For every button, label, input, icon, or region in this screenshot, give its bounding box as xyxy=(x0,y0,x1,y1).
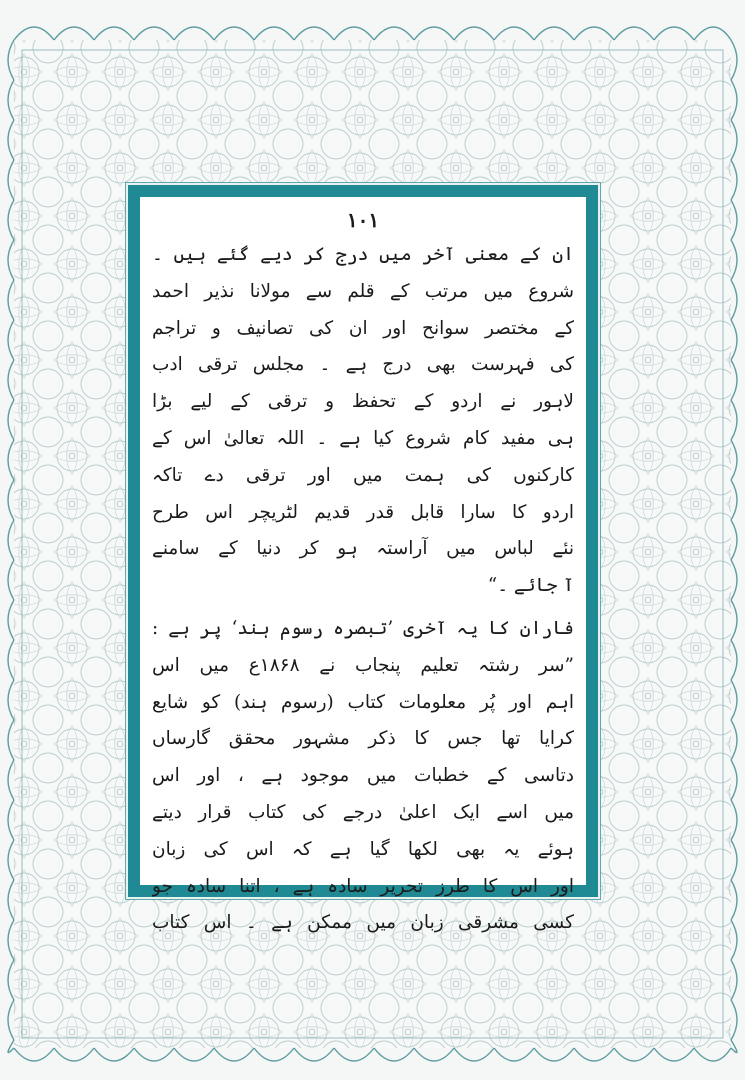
text-line: کے مختصر سوانح اور ان کی تصانیف و تراجم xyxy=(152,317,574,339)
text-line: اور اس کا طرز تحریر سادہ ہے ، اتنا سادہ جو xyxy=(152,875,574,897)
text-line: کی فہرست بھی درج ہے ۔ مجلس ترقی ادب xyxy=(152,354,574,376)
text-line: کسی مشرقی زبان میں ممکن ہے ۔ اس کتاب xyxy=(152,912,574,934)
text-line: نئے لباس میں آراستہ ہو کر دنیا کے سامنے xyxy=(152,538,574,560)
text-line: ”سر رشتہ تعلیم پنجاب نے ۱۸۶۸ع میں اس xyxy=(152,654,574,676)
text-line: ہی مفید کام شروع کیا ہے ۔ اللہ تعالیٰ اس کے xyxy=(152,427,574,449)
text-line: لاہور نے اردو کے تحفظ و ترقی کے لیے بڑا xyxy=(152,391,574,413)
text-line: آ جائے ۔“ xyxy=(487,575,574,597)
text-line: ان کے معنی آخر میں درج کر دیے گئے ہیں ۔ xyxy=(152,244,574,265)
text-lines xyxy=(152,237,574,942)
text-line: ہوئے یہ بھی لکھا گیا ہے کہ اس کی زبان xyxy=(152,838,574,860)
text-line: میں اسے ایک اعلیٰ درجے کی کتاب قرار دیتے xyxy=(152,801,574,823)
text-panel xyxy=(128,185,598,934)
page-body xyxy=(152,205,574,934)
text-line: اردو کا سارا قابل قدر قدیم لٹریچر اس طرح xyxy=(152,501,574,523)
text-line: دتاسی کے خطبات میں موجود ہے ، اور اس xyxy=(152,765,574,787)
text-line: کارکنوں کی ہمت میں اور ترقی دے تاکہ xyxy=(152,464,574,486)
text-line: فاران کا یہ آخری ’تبصرہ رسوم ہند‘ پر ہے : xyxy=(152,617,574,639)
text-line: شروع میں مرتب کے قلم سے مولانا نذیر احمد xyxy=(152,280,574,302)
text-line: کرایا تھا جس کا ذکر مشہور محقق گارساں xyxy=(152,728,574,750)
page-number: ۱۰۱ xyxy=(346,208,380,232)
text-line: اہم اور پُر معلومات کتاب (رسوم ہند) کو شایع xyxy=(152,691,574,713)
